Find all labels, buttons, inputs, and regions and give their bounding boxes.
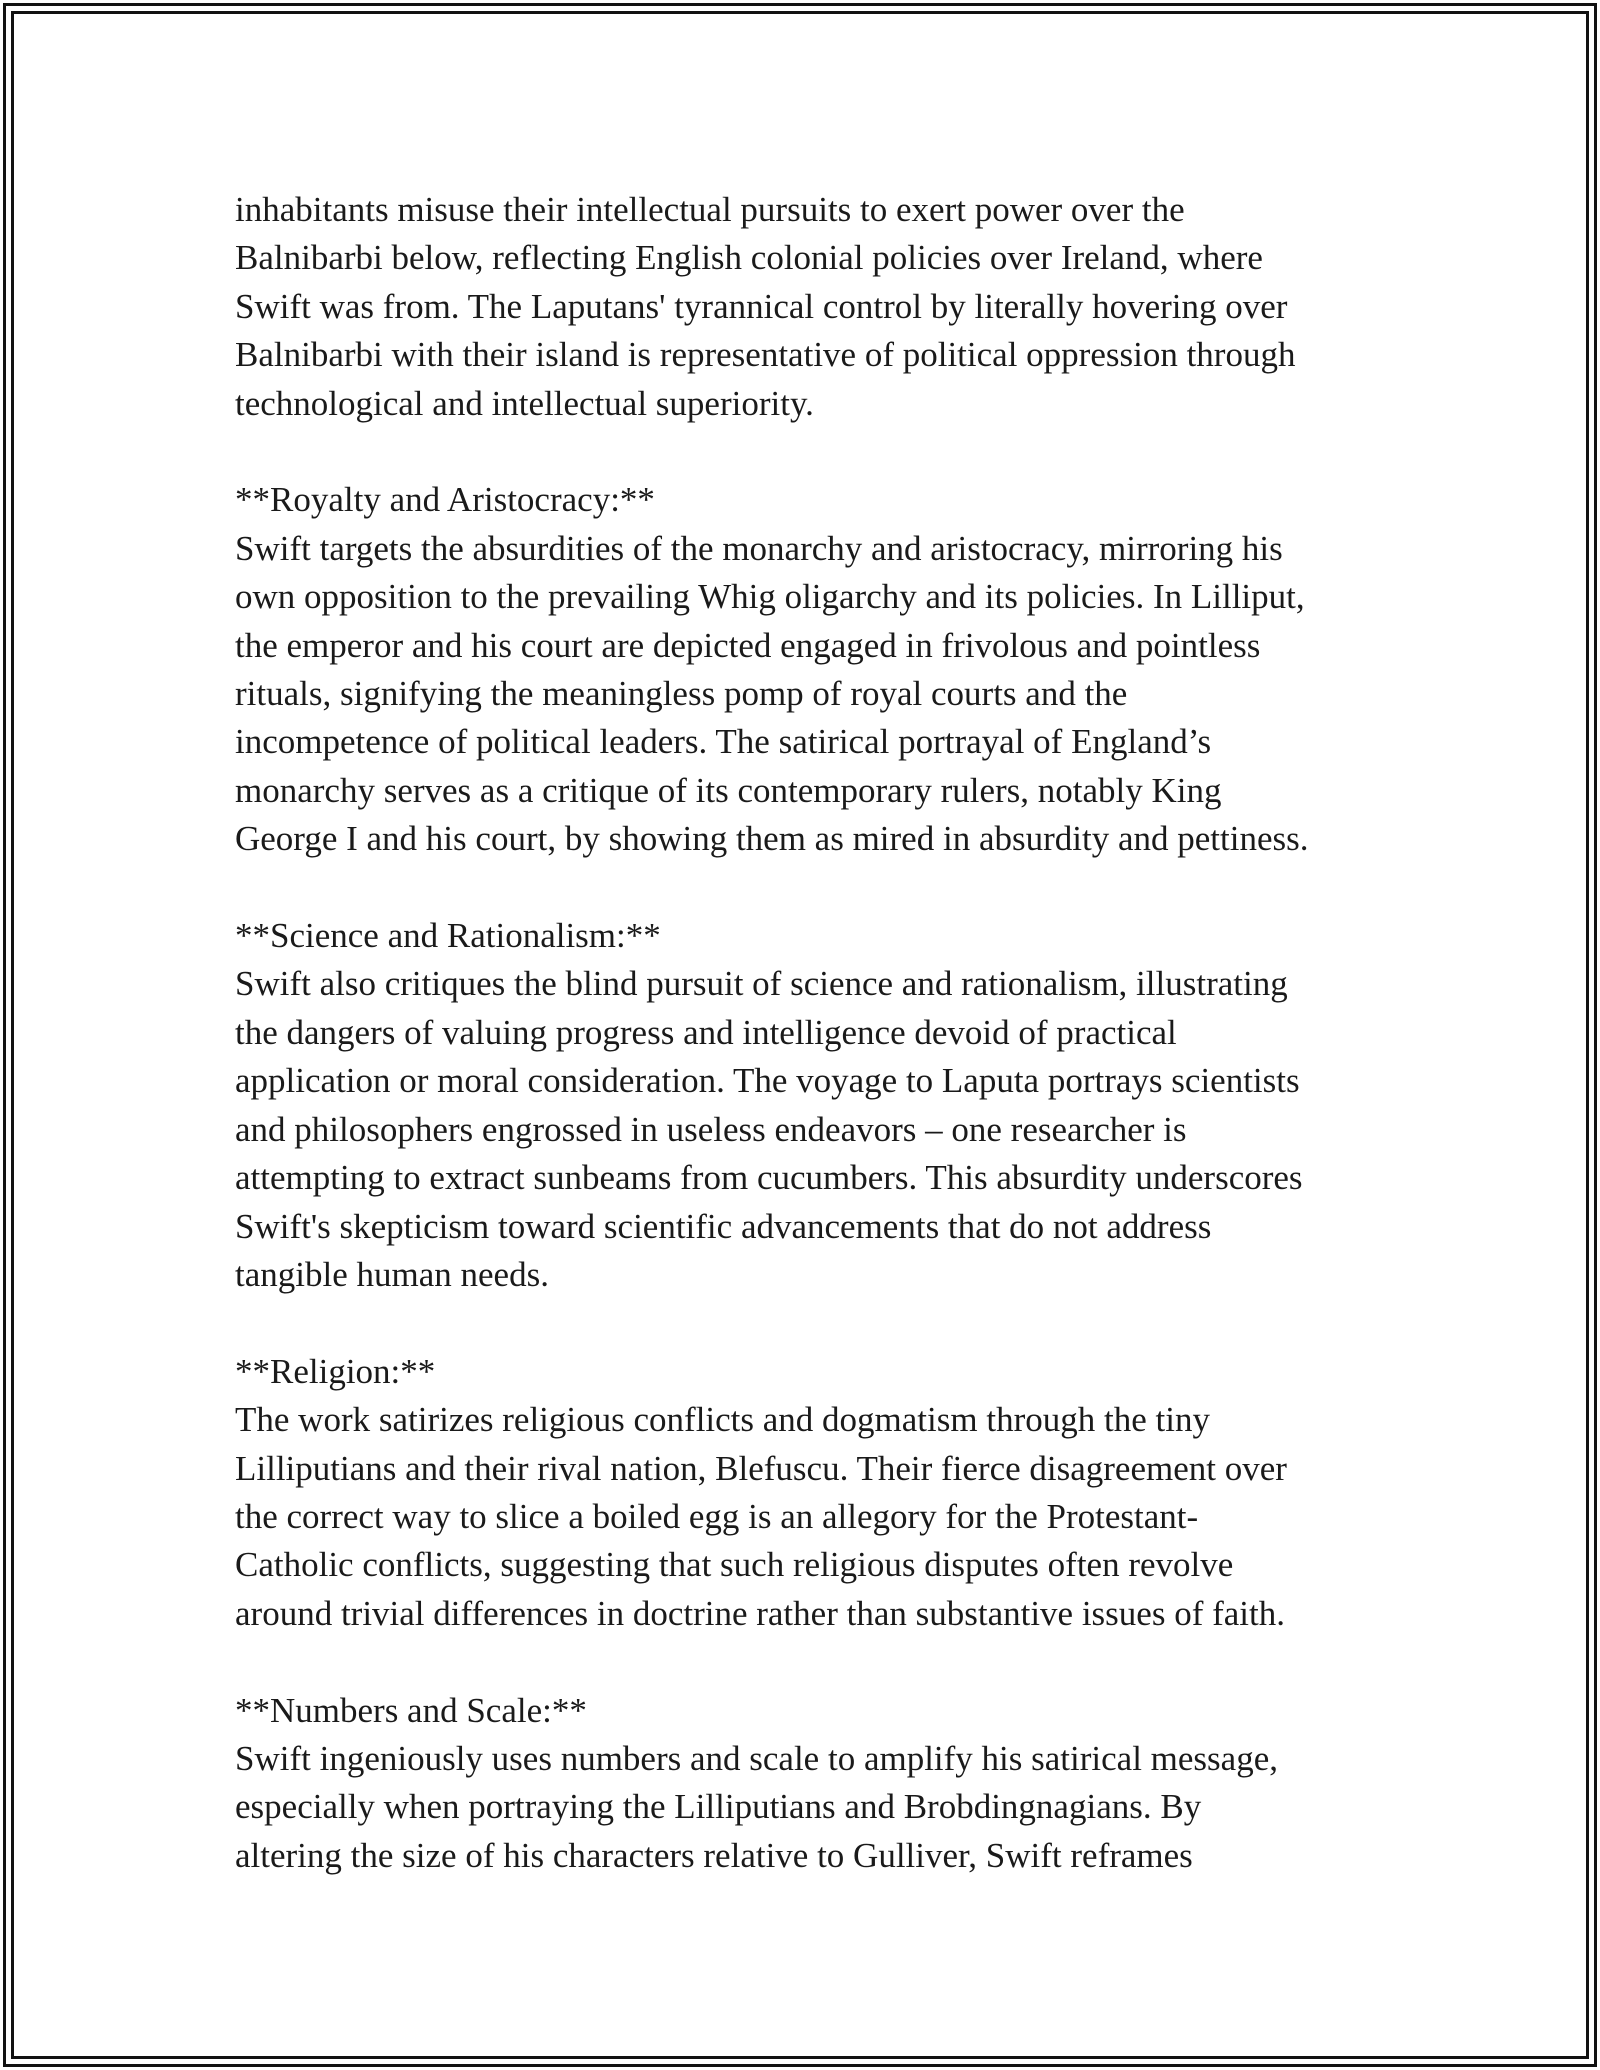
paragraph-line: Balnibarbi below, reflecting English colonial policies over Ireland, where [235,238,1263,278]
section-heading: **Royalty and Aristocracy:** [235,480,655,520]
paragraph-line: monarchy serves as a critique of its contemporary rulers, notably King [235,770,1222,810]
section-science [235,912,1385,1299]
paragraph-line: Swift's skepticism toward scientific advancements that do not address [235,1206,1212,1246]
paragraph-line: technological and intellectual superiority. [235,383,814,423]
paragraph-line: application or moral consideration. The voyage to Laputa portrays scientists [235,1061,1300,1101]
paragraph-line: inhabitants misuse their intellectual pursuits to exert power over the [235,190,1185,229]
section-religion [235,1348,1385,1638]
blank-line [235,864,1385,912]
paragraph-line: Lilliputians and their rival nation, Blefuscu. Their fierce disagreement over [235,1448,1287,1488]
paragraph-line: Swift targets the absurdities of the monarchy and aristocracy, mirroring his [235,528,1283,568]
paragraph-line: rituals, signifying the meaningless pomp of royal courts and the [235,674,1128,714]
section-royalty [235,476,1385,863]
paragraph-line: the emperor and his court are depicted engaged in frivolous and pointless [235,625,1261,665]
paragraph-line: Balnibarbi with their island is representative of political oppression through [235,335,1296,375]
paragraph-line: the dangers of valuing progress and intelligence devoid of practical [235,1012,1177,1052]
paragraph-line: own opposition to the prevailing Whig oligarchy and its policies. In Lilliput, [235,577,1305,617]
blank-line [235,1638,1385,1686]
paragraph-line: especially when portraying the Lilliputians and Brobdingnagians. By [235,1787,1202,1827]
section-heading: **Science and Rationalism:** [235,916,661,956]
paragraph-line: around trivial differences in doctrine rather than substantive issues of faith. [235,1593,1285,1633]
paragraph-line: altering the size of his characters relative to Gulliver, Swift reframes [235,1835,1193,1875]
intro-paragraph [235,186,1385,428]
paragraph-line: Catholic conflicts, suggesting that such religious disputes often revolve [235,1545,1234,1585]
blank-line [235,1299,1385,1347]
section-heading: **Religion:** [235,1351,436,1391]
paragraph-line: Swift was from. The Laputans' tyrannical control by literally hovering over [235,286,1288,326]
paragraph-line: attempting to extract sunbeams from cucumbers. This absurdity underscores [235,1158,1303,1198]
paragraph-line: George I and his court, by showing them as mired in absurdity and pettiness. [235,819,1309,859]
blank-line [235,428,1385,476]
paragraph-line: the correct way to slice a boiled egg is an allegory for the Protestant- [235,1496,1199,1536]
section-heading: **Numbers and Scale:** [235,1690,587,1730]
paragraph-line: and philosophers engrossed in useless endeavors – one researcher is [235,1109,1187,1149]
paragraph-line: tangible human needs. [235,1254,549,1294]
paragraph-line: The work satirizes religious conflicts and dogmatism through the tiny [235,1400,1210,1440]
paragraph-line: Swift ingeniously uses numbers and scale to amplify his satirical message, [235,1738,1278,1778]
paragraph-line: Swift also critiques the blind pursuit of science and rationalism, illustrating [235,964,1288,1004]
document-body [235,186,1385,1880]
paragraph-line: incompetence of political leaders. The satirical portrayal of England’s [235,722,1212,762]
section-numbers-scale [235,1687,1385,1881]
